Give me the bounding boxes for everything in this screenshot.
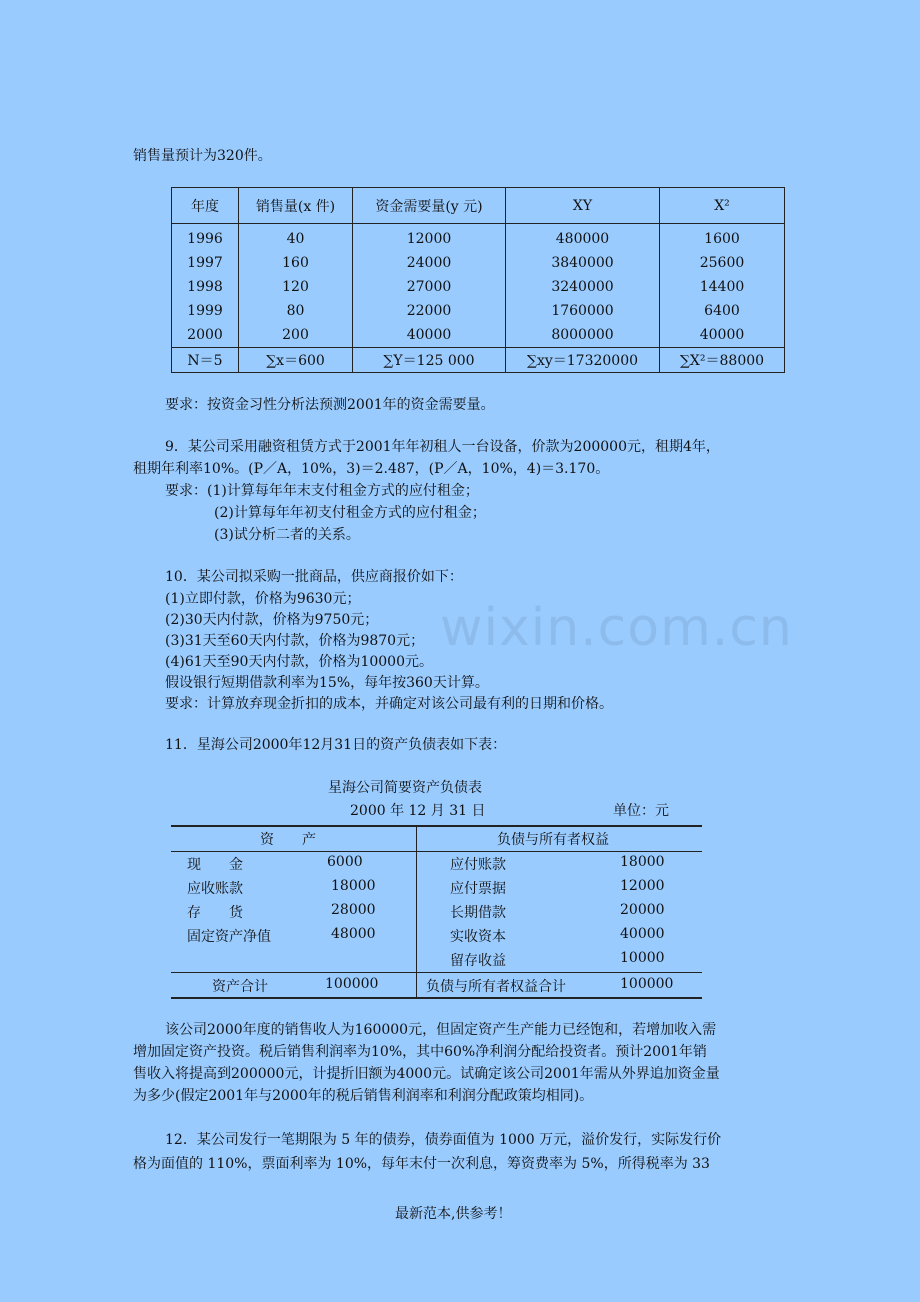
- q9-req2: (2)计算每年年初支付租金方式的应付租金；: [214, 505, 486, 521]
- divider: [171, 825, 702, 827]
- asset-name: 应收账款: [187, 881, 243, 897]
- asset-name: 固定资产净值: [187, 929, 271, 945]
- cell: 8000000: [506, 323, 660, 348]
- assets-total-value: 100000: [325, 976, 379, 992]
- liability-name: 留存收益: [450, 953, 506, 969]
- cell: 1600: [660, 224, 785, 252]
- liability-value: 10000: [620, 950, 665, 966]
- q10-line6: 假设银行短期借款利率为15%，每年按360天计算。: [165, 675, 489, 691]
- divider: [171, 851, 702, 852]
- bs-unit: 单位：元: [613, 803, 669, 819]
- cell: 12000: [353, 224, 506, 252]
- liability-name: 长期借款: [450, 905, 506, 921]
- table-row: [172, 224, 785, 252]
- sales-capital-table: [171, 187, 785, 373]
- assets-total-label: 资产合计: [212, 979, 268, 995]
- q11-para2: 增加固定资产投资。税后销售利润率为10%，其中60%净利润分配给投资者。预计2001年销: [133, 1044, 707, 1060]
- q10-opt1: (1)立即付款，价格为9630元；: [165, 591, 361, 607]
- cell: 1996: [172, 224, 239, 252]
- cell: 24000: [353, 251, 506, 275]
- divider: [171, 997, 702, 999]
- total-cell: ∑x＝600: [239, 348, 353, 373]
- balance-sheet: [171, 825, 702, 998]
- liab-total-value: 100000: [620, 976, 674, 992]
- liability-value: 20000: [620, 902, 665, 918]
- col-capital: 资金需要量(y 元): [353, 188, 506, 224]
- q9-line2: 租期年利率10%。(P／A，10%，3)＝2.487，(P／A，10%，4)＝3.170。: [133, 461, 610, 477]
- asset-name: 存 货: [187, 905, 243, 921]
- liability-name: 实收资本: [450, 929, 506, 945]
- cell: 3240000: [506, 275, 660, 299]
- q10-opt3: (3)31天至60天内付款，价格为9870元；: [165, 633, 425, 649]
- cell: 40000: [660, 323, 785, 348]
- q12-line1: 12．某公司发行一笔期限为 5 年的债券，债券面值为 1000 万元，溢价发行，实际发行价: [165, 1132, 722, 1148]
- cell: 40: [239, 224, 353, 252]
- cell: 40000: [353, 323, 506, 348]
- cell: 80: [239, 299, 353, 323]
- cell: 3840000: [506, 251, 660, 275]
- q9-req1: 要求：(1)计算每年年末支付租金方式的应付租金；: [165, 483, 479, 499]
- q11-para4: 为多少(假定2001年与2000年的税后销售利润率和利润分配政策均相同)。: [133, 1088, 594, 1104]
- cell: 120: [239, 275, 353, 299]
- asset-value: 28000: [331, 902, 376, 918]
- q10-requirement: 要求：计算放弃现金折扣的成本，并确定对该公司最有利的日期和价格。: [165, 696, 613, 712]
- col-sales: 销售量(x 件): [239, 188, 353, 224]
- cell: 6400: [660, 299, 785, 323]
- cell: 1760000: [506, 299, 660, 323]
- liab-total-label: 负债与所有者权益合计: [426, 979, 566, 995]
- q10-line1: 10．某公司拟采购一批商品，供应商报价如下：: [165, 569, 463, 585]
- liability-name: 应付票据: [450, 881, 506, 897]
- asset-value: 48000: [331, 926, 376, 942]
- total-cell: N＝5: [172, 348, 239, 373]
- table-row: [172, 275, 785, 299]
- cell: 1999: [172, 299, 239, 323]
- table-header-row: [172, 188, 785, 224]
- table-row: [172, 251, 785, 275]
- liability-value: 12000: [620, 878, 665, 894]
- asset-value: 6000: [327, 854, 363, 870]
- table-row: [172, 299, 785, 323]
- liability-name: 应付账款: [450, 857, 506, 873]
- asset-value: 18000: [331, 878, 376, 894]
- table-row: [172, 323, 785, 348]
- cell: 480000: [506, 224, 660, 252]
- assets-header: 资 产: [260, 832, 316, 848]
- total-cell: ∑Y＝125 000: [353, 348, 506, 373]
- total-cell: ∑X²＝88000: [660, 348, 785, 373]
- q8-requirement: 要求：按资金习性分析法预测2001年的资金需要量。: [165, 397, 495, 413]
- cell: 14400: [660, 275, 785, 299]
- total-cell: ∑xy＝17320000: [506, 348, 660, 373]
- q11-para1: 该公司2000年度的销售收人为160000元，但固定资产生产能力已经饱和，若增加收入需: [165, 1022, 717, 1038]
- divider: [416, 825, 417, 998]
- cell: 160: [239, 251, 353, 275]
- bs-title: 星海公司简要资产负债表: [328, 780, 482, 796]
- q12-line2: 格为面值的 110%，票面利率为 10%，每年末付一次利息，筹资费率为 5%，所得税率为 33: [133, 1156, 710, 1172]
- q11-line1: 11．星海公司2000年12月31日的资产负债表如下表：: [165, 737, 507, 753]
- cell: 25600: [660, 251, 785, 275]
- watermark: wixin.com.cn: [440, 598, 793, 658]
- intro-line: 销售量预计为320件。: [133, 148, 272, 164]
- footer-note: 最新范本,供参考！: [395, 1206, 512, 1222]
- cell: 1998: [172, 275, 239, 299]
- asset-name: 现 金: [187, 857, 243, 873]
- liability-value: 40000: [620, 926, 665, 942]
- cell: 1997: [172, 251, 239, 275]
- cell: 27000: [353, 275, 506, 299]
- q10-opt4: (4)61天至90天内付款，价格为10000元。: [165, 654, 433, 670]
- col-year: 年度: [172, 188, 239, 224]
- bs-date: 2000 年 12 月 31 日: [350, 803, 486, 819]
- q9-req3: (3)试分析二者的关系。: [214, 527, 360, 543]
- cell: 2000: [172, 323, 239, 348]
- liabilities-header: 负债与所有者权益: [497, 832, 609, 848]
- q10-opt2: (2)30天内付款，价格为9750元；: [165, 612, 379, 628]
- cell: 200: [239, 323, 353, 348]
- col-x2: X²: [660, 188, 785, 224]
- q11-para3: 售收入将提高到200000元，计提折旧额为4000元。试确定该公司2001年需从外界追加资金量: [133, 1066, 720, 1082]
- liability-value: 18000: [620, 854, 665, 870]
- table-totals-row: [172, 348, 785, 373]
- col-xy: XY: [506, 188, 660, 224]
- divider: [171, 972, 702, 973]
- q9-line1: 9．某公司采用融资租赁方式于2001年年初租人一台设备，价款为200000元，租期4年，: [165, 439, 720, 455]
- cell: 22000: [353, 299, 506, 323]
